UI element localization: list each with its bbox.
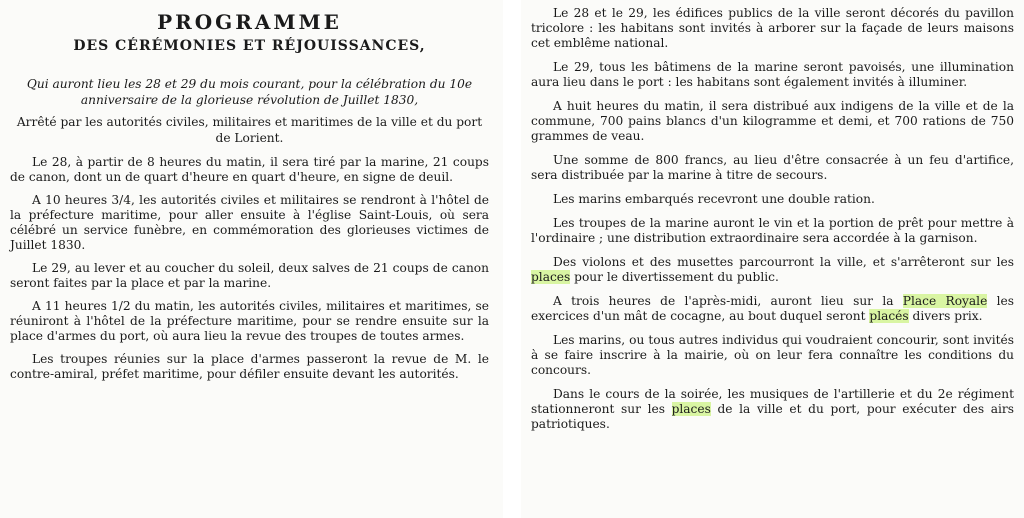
right-paragraph-6: Les troupes de la marine auront le vin et la portion de prêt pour mettre à l'ordinaire ; une distribution extraordinaire sera accordée à la garnison. [531,216,1014,245]
left-paragraph-1: Le 28, à partir de 8 heures du matin, il sera tiré par la marine, 21 coups de canon, dont un de quart d'heure en quart d'heure, en signe de deuil. [10,155,489,184]
right-paragraph-1: Le 28 et le 29, les édifices publics de la ville seront décorés du pavillon tricolore : les habitans sont invités à arborer sur la façade de leurs maisons cet emblême national. [531,6,1014,50]
left-column [0,0,503,518]
right-paragraph-5: Les marins embarqués recevront une double ration. [553,192,875,206]
right-paragraph-4: Une somme de 800 francs, au lieu d'être consacrée à un feu d'artifice, sera distribuée par la marine à titre de secours. [531,153,1014,182]
left-paragraph-5: Les troupes réunies sur la place d'armes passeront la revue de M. le contre-amiral, préfet maritime, pour défiler ensuite devant les autorités. [10,352,489,381]
highlighted-word: Place Royale [902,294,988,308]
intro-text: Qui auront lieu les 28 et 29 du mois courant, pour la célébration du 10e anniversaire de la glorieuse révolution de Juillet 1830, [26,77,473,107]
right-paragraph-3: A huit heures du matin, il sera distribué aux indigens de la ville et de la commune, 700 pains blancs d'un kilogramme et demi, et 700 rations de 750 grammes de veau. [531,99,1014,143]
right-paragraph-10 [531,387,1014,432]
text-run: A trois heures de l'après-midi, auront lieu sur la [553,294,903,308]
text-run: Dans le cours de la soirée, les musiques de l'artillerie et du 2e régiment stationneront sur les [531,387,1014,416]
text-run: divers prix. [908,309,983,323]
right-column [521,0,1024,518]
highlighted-word: placés [869,309,909,323]
text-run: Des violons et des musettes parcourront la ville, et s'arrêteront sur les [553,255,1014,269]
left-paragraph-2: A 10 heures 3/4, les autorités civiles et militaires se rendront à l'hôtel de la préfecture maritime, pour aller ensuite à l'église Saint-Louis, où sera célébré un service funèbre, en commémoration des glorieuses victimes de Juillet 1830. [10,193,489,252]
page-subtitle: DES CÉRÉMONIES ET RÉJOUISSANCES, [73,38,426,54]
left-paragraph-3: Le 29, au lever et au coucher du soleil, deux salves de 21 coups de canon seront faites par la place et par la marine. [10,261,489,290]
column-gutter [503,0,521,518]
highlighted-word: places [671,402,711,416]
text-run: les exercices d'un mât de cocagne, au bout duquel seront [531,294,1014,323]
decree-text: Arrêté par les autorités civiles, militaires et maritimes de la ville et du port de Lorient. [16,115,483,145]
text-run: de la ville et du port, pour exécuter des airs patriotiques. [531,402,1014,431]
highlighted-word: places [531,270,571,284]
page-title: PROGRAMME [157,10,342,34]
right-paragraph-2: Le 29, tous les bâtimens de la marine seront pavoisés, une illumination aura lieu dans le port : les habitans sont également invités à illuminer. [531,60,1014,89]
text-run: pour le divertissement du public. [570,270,779,284]
right-paragraph-9: Les marins, ou tous autres individus qui voudraient concourir, sont invités à se faire inscrire à la mairie, où on leur fera connaître les conditions du concours. [531,333,1014,377]
right-paragraph-8 [531,294,1014,324]
right-paragraph-7 [531,255,1014,285]
left-paragraph-4: A 11 heures 1/2 du matin, les autorités civiles, militaires et maritimes, se réuniront à l'hôtel de la préfecture maritime, pour se rendre ensuite sur la place d'armes du port, où aura lieu la revue des troupes de toutes armes. [10,299,489,343]
